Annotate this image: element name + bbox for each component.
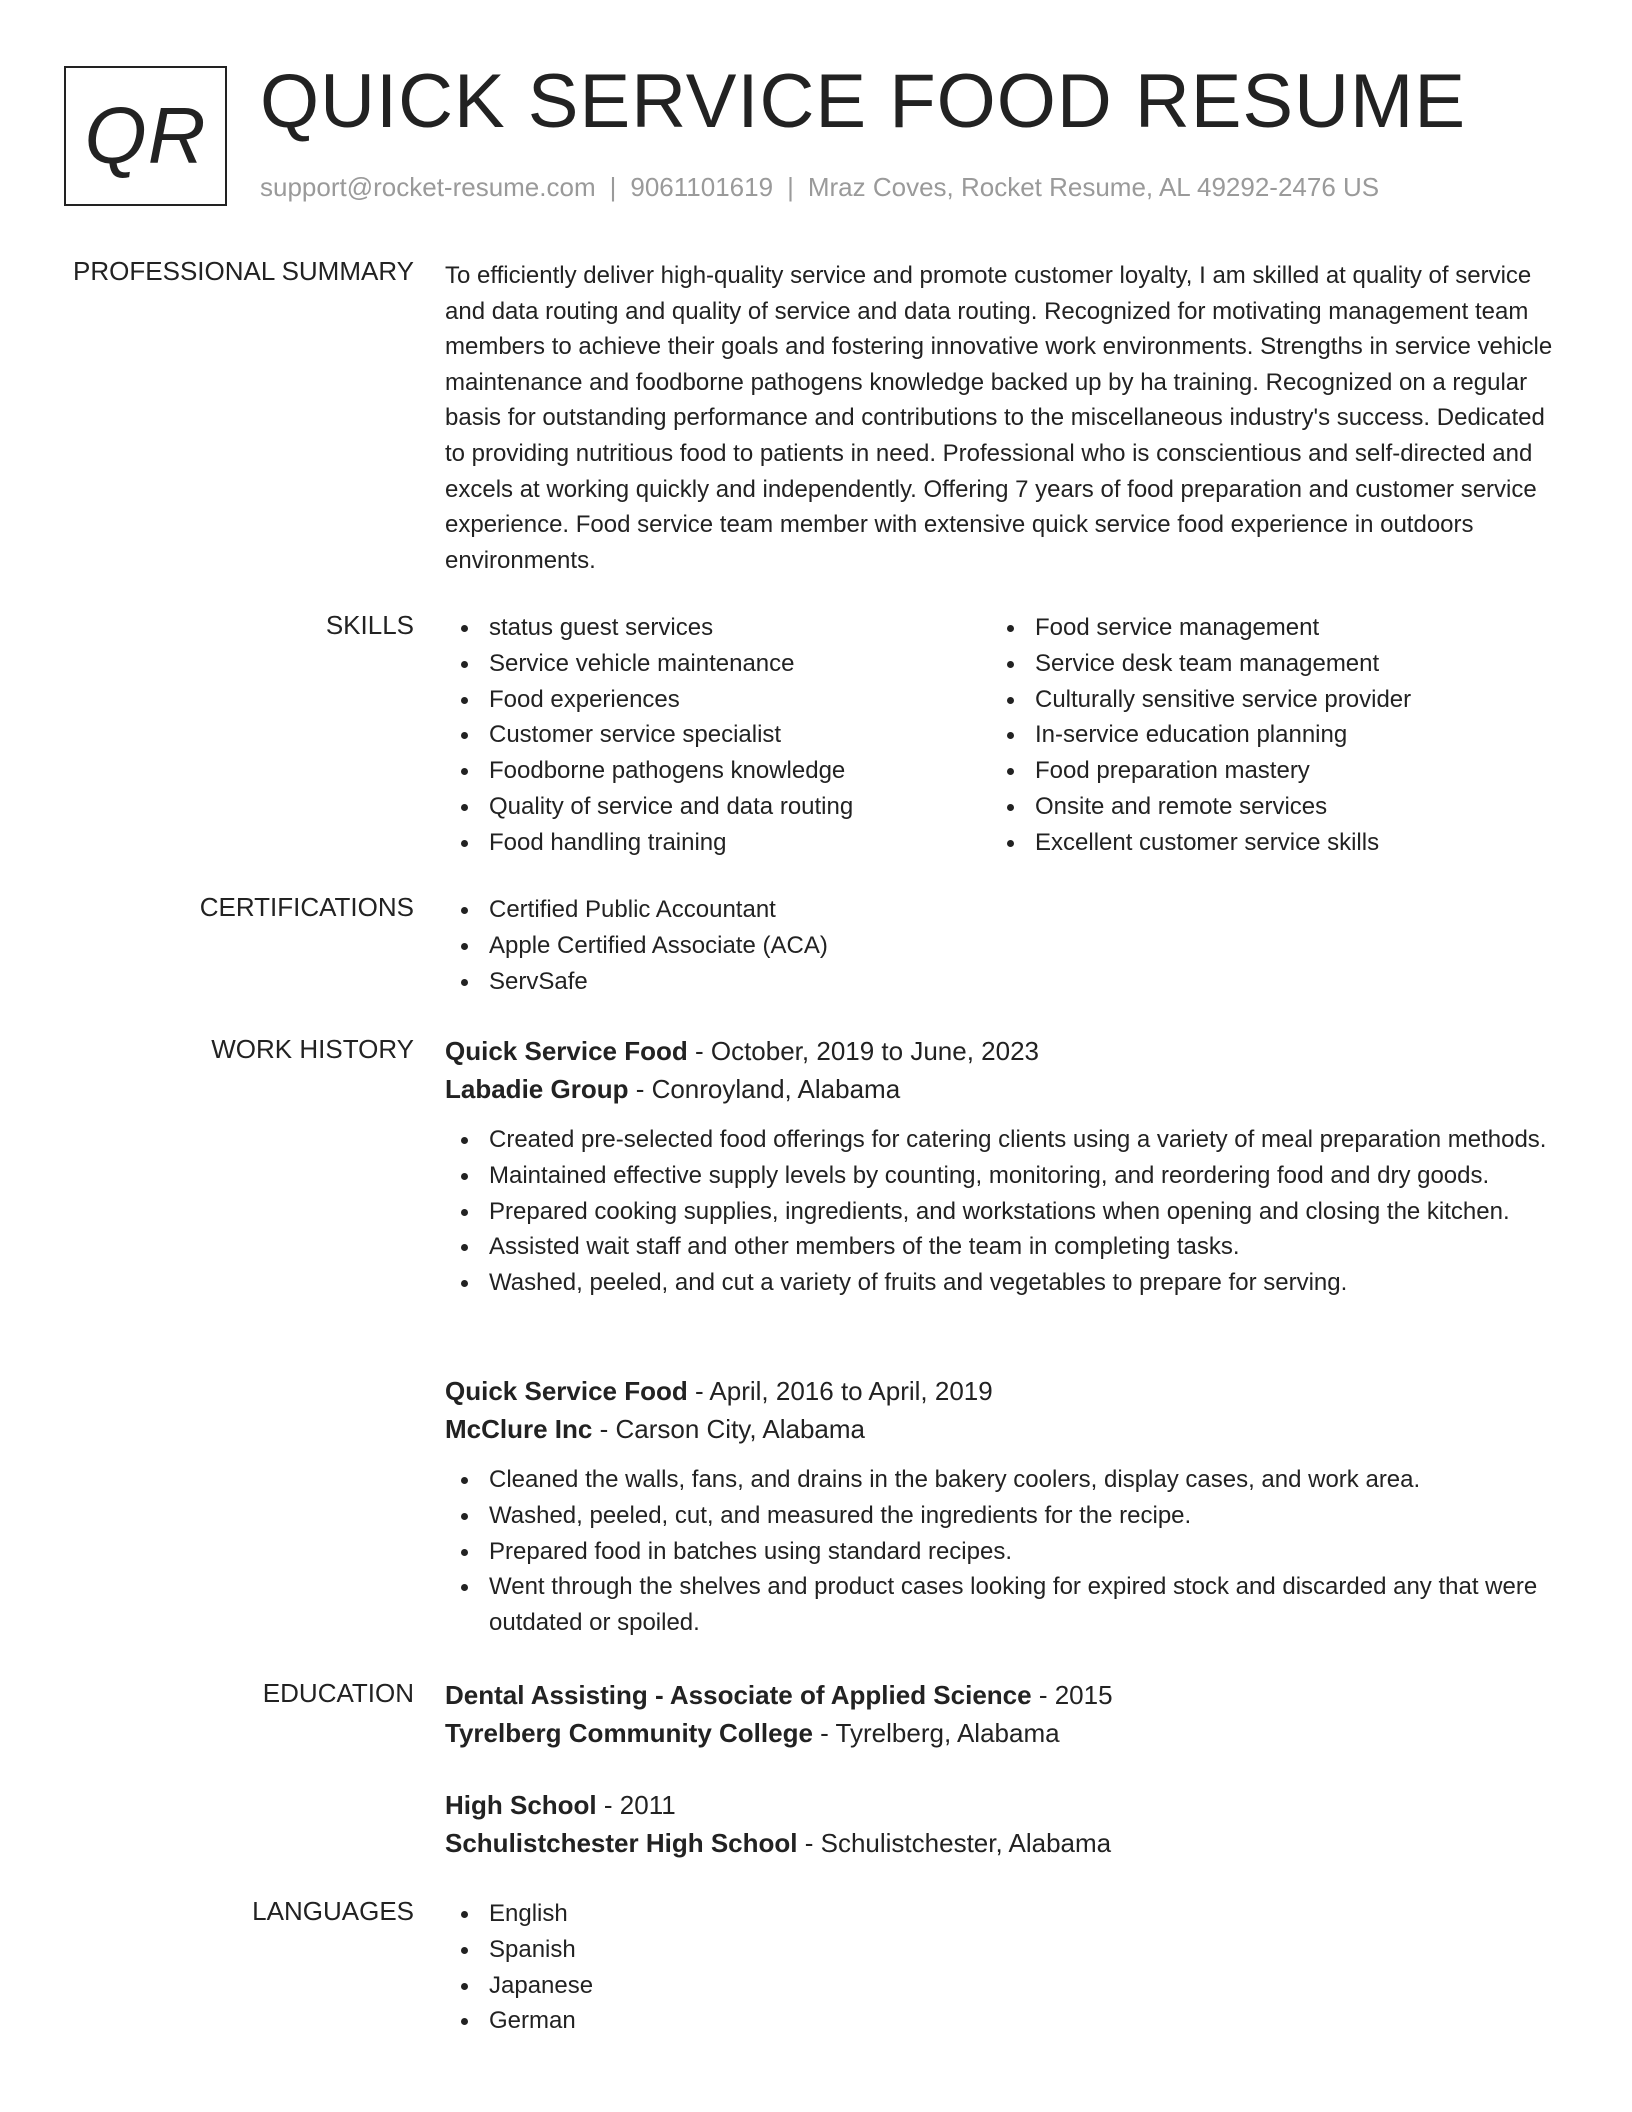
skill-item: status guest services (445, 610, 991, 646)
skill-item: Culturally sensitive service provider (991, 682, 1537, 718)
job-title: Quick Service Food (445, 1036, 688, 1066)
education-year: - 2011 (596, 1790, 676, 1820)
section-label-languages: LANGUAGES (252, 1896, 414, 1926)
education-school-line (445, 1824, 1563, 1862)
contact-separator: | (787, 172, 794, 202)
contact-line (260, 172, 1379, 203)
education-school: Tyrelberg Community College (445, 1718, 813, 1748)
skill-item: Customer service specialist (445, 717, 991, 753)
education-year: - 2015 (1031, 1680, 1113, 1710)
job-bullet: Maintained effective supply levels by counting, monitoring, and reordering food and dry goods. (445, 1158, 1563, 1194)
language-item: Spanish (445, 1932, 1563, 1968)
skill-item: Excellent customer service skills (991, 825, 1537, 861)
skill-item: Service vehicle maintenance (445, 646, 991, 682)
language-item: German (445, 2003, 1563, 2039)
education-school-line (445, 1714, 1563, 1752)
job-title-line (445, 1032, 1563, 1070)
job-title: Quick Service Food (445, 1376, 688, 1406)
job-entry (445, 1032, 1563, 1301)
certification-item: ServSafe (445, 964, 1563, 1000)
contact-address: Mraz Coves, Rocket Resume, AL 49292-2476 US (807, 172, 1380, 202)
certification-item: Apple Certified Associate (ACA) (445, 928, 1563, 964)
education-degree-line (445, 1786, 1563, 1824)
resume-title: QUICK SERVICE FOOD RESUME (260, 59, 1467, 144)
skill-item: Service desk team management (991, 646, 1537, 682)
education-entry (445, 1786, 1563, 1862)
skill-item: Food service management (991, 610, 1537, 646)
languages-list (445, 1896, 1563, 2039)
skill-item: In-service education planning (991, 717, 1537, 753)
contact-separator: | (609, 172, 617, 202)
job-dates: - October, 2019 to June, 2023 (687, 1036, 1039, 1066)
section-label-education: EDUCATION (262, 1678, 414, 1708)
skills-columns (445, 610, 1563, 861)
job-dates: - April, 2016 to April, 2019 (687, 1376, 993, 1406)
skill-item: Food experiences (445, 682, 991, 718)
section-label-summary: PROFESSIONAL SUMMARY (73, 256, 414, 286)
education-location: - Tyrelberg, Alabama (812, 1718, 1060, 1748)
skills-list-right (991, 610, 1537, 861)
job-company: McClure Inc (445, 1414, 593, 1444)
education-degree: Dental Assisting - Associate of Applied Science (445, 1680, 1032, 1710)
job-bullet: Created pre-selected food offerings for catering clients using a variety of meal preparation methods. (445, 1122, 1563, 1158)
job-location: - Conroyland, Alabama (628, 1074, 901, 1104)
education-school: Schulistchester High School (445, 1828, 798, 1858)
section-label-skills: SKILLS (325, 610, 414, 640)
job-company: Labadie Group (445, 1074, 629, 1104)
job-bullet: Washed, peeled, and cut a variety of fruits and vegetables to prepare for serving. (445, 1265, 1563, 1301)
certification-item: Certified Public Accountant (445, 892, 1563, 928)
skill-item: Onsite and remote services (991, 789, 1537, 825)
job-title-line (445, 1372, 1563, 1410)
job-company-line (445, 1410, 1563, 1448)
job-bullet: Prepared food in batches using standard recipes. (445, 1534, 1563, 1570)
education-location: - Schulistchester, Alabama (797, 1828, 1112, 1858)
job-location: - Carson City, Alabama (592, 1414, 865, 1444)
job-bullet: Assisted wait staff and other members of the team in completing tasks. (445, 1229, 1563, 1265)
language-item: English (445, 1896, 1563, 1932)
skill-item: Quality of service and data routing (445, 789, 991, 825)
education-degree: High School (445, 1790, 597, 1820)
job-bullet: Cleaned the walls, fans, and drains in the bakery coolers, display cases, and work area. (445, 1462, 1563, 1498)
job-bullet: Prepared cooking supplies, ingredients, and workstations when opening and closing the kitchen. (445, 1194, 1563, 1230)
contact-email[interactable]: support@rocket-resume.com (260, 172, 596, 202)
section-label-certifications: CERTIFICATIONS (199, 892, 414, 922)
section-label-work-history: WORK HISTORY (211, 1034, 414, 1064)
skill-item: Foodborne pathogens knowledge (445, 753, 991, 789)
contact-phone[interactable]: 9061101619 (630, 172, 774, 202)
job-entry (445, 1372, 1563, 1641)
job-bullets (445, 1122, 1563, 1301)
education-entry (445, 1676, 1563, 1752)
summary-text: To efficiently deliver high-quality service and promote customer loyalty, I am skilled at quality of service and data routing and quality of service and data routing. Recognized for motivating management team members to achieve their goals and fostering innovative work environments. Strengths in service vehicle maintenance and foodborne pathogens knowledge backed up by ha training. Recognized on a regular basis for outstanding performance and contributions to the miscellaneous industry's success. Dedicated to providing nutritious food to patients in need. Professional who is conscientious and self-directed and excels at working quickly and independently. Offering 7 years of food preparation and customer service experience. Food service team member with extensive quick service food experience in outdoors environments. (445, 262, 1553, 574)
job-bullet: Washed, peeled, cut, and measured the ingredients for the recipe. (445, 1498, 1563, 1534)
job-bullet: Went through the shelves and product cases looking for expired stock and discarded any that were outdated or spoiled. (445, 1569, 1563, 1641)
certifications-list (445, 892, 1563, 999)
skill-item: Food preparation mastery (991, 753, 1537, 789)
education-degree-line (445, 1676, 1563, 1714)
skills-list-left (445, 610, 991, 861)
job-company-line (445, 1070, 1563, 1108)
language-item: Japanese (445, 1968, 1563, 2004)
skill-item: Food handling training (445, 825, 991, 861)
job-bullets (445, 1462, 1563, 1641)
monogram-logo: QR (64, 66, 227, 206)
